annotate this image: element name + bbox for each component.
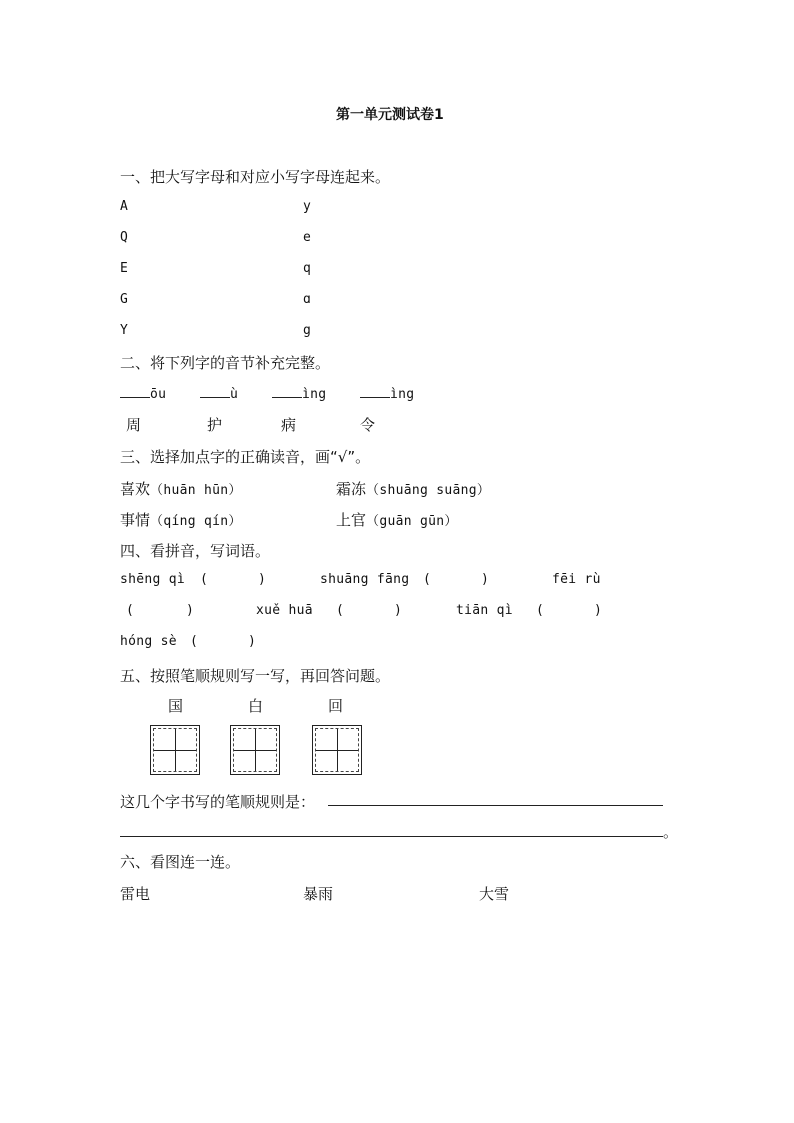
- weather-word: 大雪: [479, 885, 510, 903]
- syllable-item: [272, 385, 326, 402]
- hanzi-char: 周: [126, 416, 142, 434]
- paren-open: (: [190, 634, 199, 649]
- choice-word: 霜冻: [336, 480, 367, 498]
- hanzi-char: 令: [360, 416, 376, 434]
- q2-heading: 二、将下列字的音节补充完整。: [120, 354, 331, 372]
- paren-close: ): [481, 572, 490, 587]
- uppercase-letter: G: [120, 292, 129, 307]
- answer-line[interactable]: [120, 836, 663, 837]
- reading-choice-item: [336, 478, 490, 499]
- end-mark: 。: [663, 823, 679, 841]
- pinyin-word: fēi rù: [552, 572, 601, 587]
- hanzi-char: 国: [168, 697, 184, 715]
- q1-heading: 一、把大写字母和对应小写字母连起来。: [120, 168, 391, 186]
- answer-blank[interactable]: [200, 385, 230, 398]
- pinyin-word: shēng qì: [120, 572, 186, 587]
- choice-word: 事情: [120, 511, 151, 529]
- uppercase-letter: Q: [120, 230, 129, 245]
- q4-heading: 四、看拼音，写词语。: [120, 542, 271, 560]
- paren-open: (: [423, 572, 432, 587]
- answer-blank[interactable]: [120, 385, 150, 398]
- answer-blank[interactable]: [360, 385, 390, 398]
- paren-open: (: [336, 603, 345, 618]
- q6-heading: 六、看图连一连。: [120, 853, 241, 871]
- uppercase-letter: A: [120, 199, 129, 214]
- answer-space[interactable]: [346, 603, 392, 619]
- weather-word: 雷电: [120, 885, 151, 903]
- answer-line[interactable]: [328, 805, 663, 806]
- choice-word: 上官: [336, 511, 367, 529]
- choice-options[interactable]: （qíng qín）: [150, 514, 242, 529]
- pinyin-word: shuāng fāng: [320, 572, 410, 587]
- hanzi-char: 回: [328, 697, 344, 715]
- choice-word: 喜欢: [120, 480, 151, 498]
- lowercase-letter: ɑ: [303, 292, 312, 307]
- answer-space[interactable]: [210, 572, 256, 588]
- answer-space[interactable]: [546, 603, 592, 619]
- paren-close: ): [394, 603, 403, 618]
- paren-open: (: [126, 603, 135, 618]
- pinyin-word: tiān qì: [456, 603, 513, 618]
- q5-heading: 五、按照笔顺规则写一写，再回答问题。: [120, 667, 391, 685]
- uppercase-letter: Y: [120, 323, 129, 338]
- syllable-ending: ù: [230, 387, 239, 402]
- paren-close: ): [248, 634, 257, 649]
- choice-options[interactable]: （huān hūn）: [150, 483, 242, 498]
- syllable-item: [200, 385, 238, 402]
- stroke-order-question: 这几个字书写的笔顺规则是：: [120, 793, 316, 811]
- uppercase-letter: E: [120, 261, 129, 276]
- answer-space[interactable]: [200, 634, 246, 650]
- syllable-ending: ìng: [390, 387, 415, 402]
- writing-grid[interactable]: [230, 725, 280, 775]
- hanzi-char: 白: [248, 697, 264, 715]
- reading-choice-item: [336, 509, 458, 530]
- page-title: 第一单元测试卷1: [336, 107, 444, 123]
- hanzi-char: 护: [207, 416, 223, 434]
- paren-open: (: [536, 603, 545, 618]
- paren-close: ): [258, 572, 267, 587]
- answer-space[interactable]: [433, 572, 479, 588]
- paren-close: ): [594, 603, 603, 618]
- writing-grid[interactable]: [150, 725, 200, 775]
- choice-options[interactable]: （guān gūn）: [366, 514, 458, 529]
- weather-word: 暴雨: [303, 885, 334, 903]
- lowercase-letter: y: [303, 199, 312, 214]
- syllable-item: [120, 385, 166, 402]
- syllable-ending: ìng: [302, 387, 327, 402]
- pinyin-word: hóng sè: [120, 634, 177, 649]
- choice-options[interactable]: （shuāng suāng）: [366, 483, 491, 498]
- reading-choice-item: [120, 509, 242, 530]
- hanzi-char: 病: [281, 416, 297, 434]
- syllable-ending: ōu: [150, 387, 167, 402]
- reading-choice-item: [120, 478, 242, 499]
- paren-close: ): [186, 603, 195, 618]
- syllable-item: [360, 385, 414, 402]
- q3-heading: 三、选择加点字的正确读音，画“√”。: [120, 448, 371, 466]
- pinyin-word: xuě huā: [256, 603, 313, 618]
- lowercase-letter: e: [303, 230, 312, 245]
- lowercase-letter: q: [303, 261, 312, 276]
- answer-space[interactable]: [136, 603, 184, 619]
- writing-grid[interactable]: [312, 725, 362, 775]
- lowercase-letter: g: [303, 323, 312, 338]
- answer-blank[interactable]: [272, 385, 302, 398]
- paren-open: (: [200, 572, 209, 587]
